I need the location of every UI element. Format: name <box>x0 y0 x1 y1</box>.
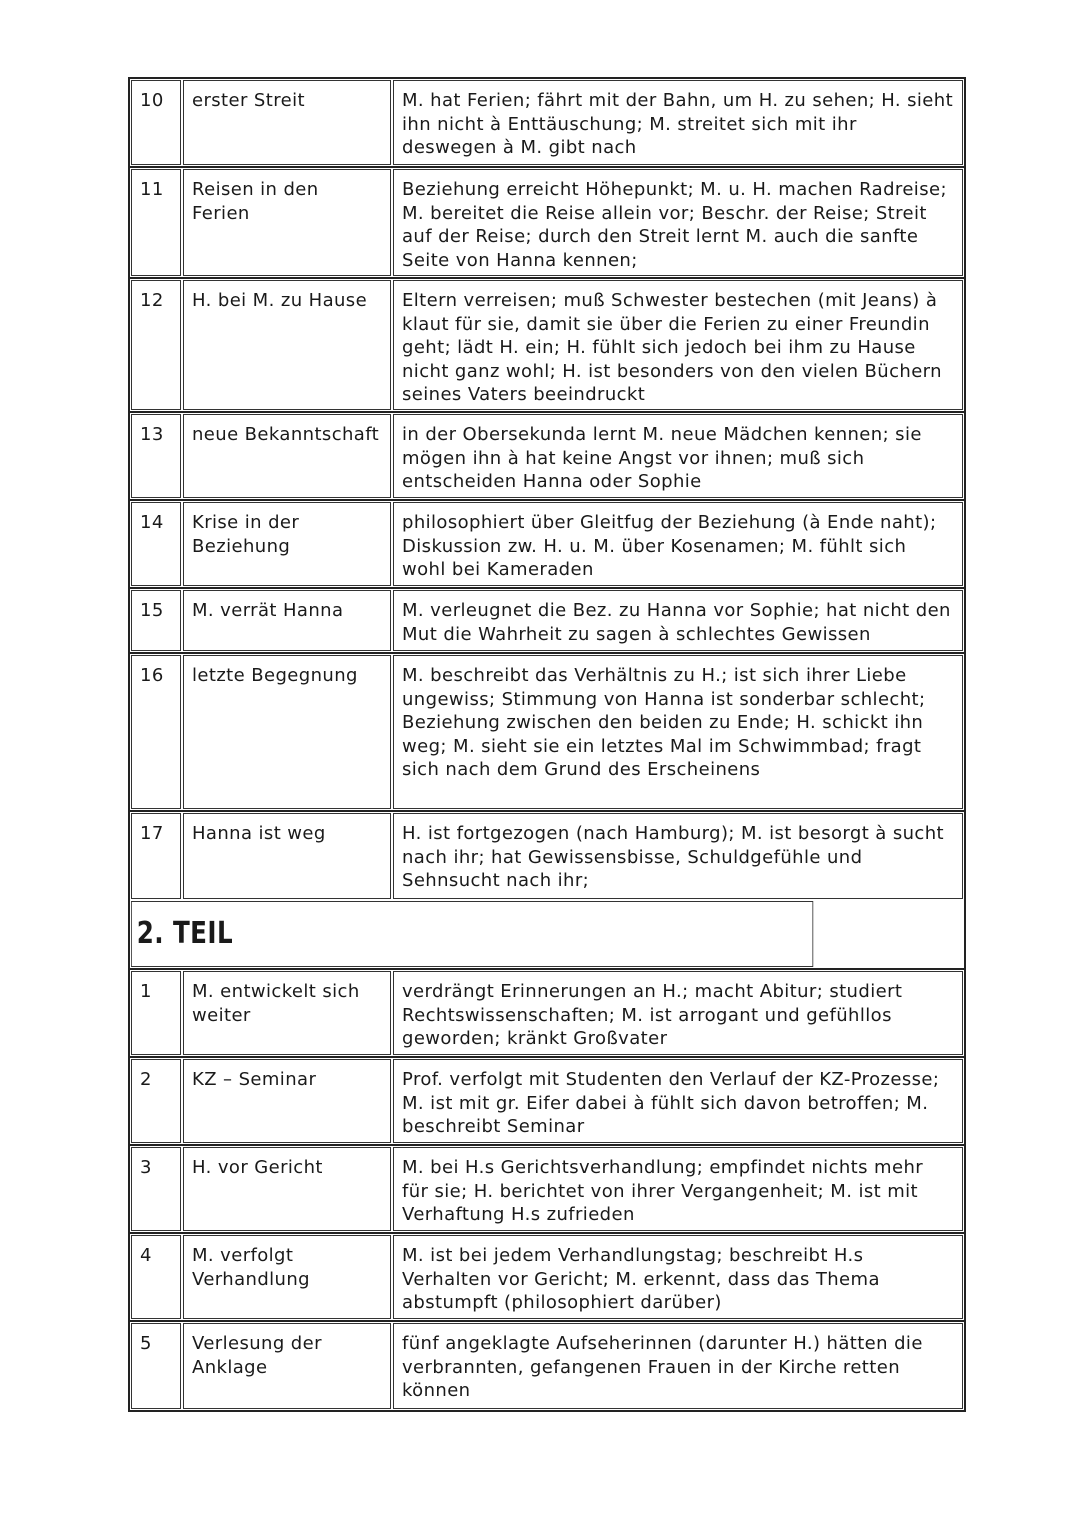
row-title: neue Bekanntschaft <box>183 414 391 498</box>
row-number: 16 <box>131 655 181 809</box>
row-title: Reisen in den Ferien <box>183 169 391 276</box>
row-title: Krise in der Beziehung <box>183 502 391 586</box>
row-description: Eltern verreisen; muß Schwester bestechen (mit Jeans) à klaut für sie, damit sie über die Ferien zu einer Freundin geht; lädt H. ein; H. fühlt sich jedoch bei ihm zu Hause nicht ganz wohl; H. ist besonders von den vielen Büchern seines Vaters beeindruckt <box>393 280 963 410</box>
part2-heading-row <box>130 900 964 970</box>
row-description: M. hat Ferien; fährt mit der Bahn, um H. zu sehen; H. sieht ihn nicht à Enttäuschung; M. streitet sich mit ihr deswegen à M. gibt nach <box>393 80 963 165</box>
table-row <box>130 501 964 589</box>
table-row <box>130 1058 964 1146</box>
row-description: Prof. verfolgt mit Studenten den Verlauf der KZ-Prozesse; M. ist mit gr. Eifer dabei à fühlt sich davon betroffen; M. beschreibt Seminar <box>393 1059 963 1143</box>
summary-table <box>128 77 966 1412</box>
row-title: H. vor Gericht <box>183 1147 391 1231</box>
table-row <box>130 413 964 501</box>
row-number: 1 <box>131 971 181 1055</box>
table-row <box>130 1234 964 1322</box>
table-row <box>130 279 964 413</box>
row-description: in der Obersekunda lernt M. neue Mädchen kennen; sie mögen ihn à hat keine Angst vor ihnen; muß sich entscheiden Hanna oder Sophie <box>393 414 963 498</box>
row-description: Beziehung erreicht Höhepunkt; M. u. H. machen Radreise; M. bereitet die Reise allein vor; Beschr. der Reise; Streit auf der Reise; durch den Streit lernt M. auch die sanfte Seite von Hanna kennen; <box>393 169 963 276</box>
table-row <box>130 1322 964 1410</box>
row-description: M. ist bei jedem Verhandlungstag; beschreibt H.s Verhalten vor Gericht; M. erkennt, dass das Thema abstumpft (philosophiert darüber) <box>393 1235 963 1319</box>
row-number: 10 <box>131 80 181 165</box>
row-number: 5 <box>131 1323 181 1409</box>
row-number: 17 <box>131 813 181 899</box>
row-number: 2 <box>131 1059 181 1143</box>
row-title: KZ – Seminar <box>183 1059 391 1143</box>
row-number: 3 <box>131 1147 181 1231</box>
row-title: M. verfolgt Verhandlung <box>183 1235 391 1319</box>
row-title: letzte Begegnung <box>183 655 391 809</box>
row-title: H. bei M. zu Hause <box>183 280 391 410</box>
row-number: 15 <box>131 590 181 651</box>
part2-rows <box>130 970 964 1410</box>
part2-heading: 2. TEIL <box>131 901 813 967</box>
row-description: H. ist fortgezogen (nach Hamburg); M. ist besorgt à sucht nach ihr; hat Gewissensbisse, Schuldgefühle und Sehnsucht nach ihr; <box>393 813 963 899</box>
part1-rows <box>130 79 964 900</box>
table-row <box>130 168 964 279</box>
row-description: M. beschreibt das Verhältnis zu H.; ist sich ihrer Liebe ungewiss; Stimmung von Hanna ist sonderbar schlecht; Beziehung zwischen den beiden zu Ende; H. schickt ihn weg; M. sieht sie ein letztes Mal im Schwimmbad; fragt sich nach dem Grund des Erscheinens <box>393 655 963 809</box>
table-row <box>130 589 964 654</box>
row-description: M. verleugnet die Bez. zu Hanna vor Sophie; hat nicht den Mut die Wahrheit zu sagen à schlechtes Gewissen <box>393 590 963 651</box>
table-row <box>130 654 964 812</box>
table-row <box>130 79 964 168</box>
row-title: M. entwickelt sich weiter <box>183 971 391 1055</box>
row-number: 4 <box>131 1235 181 1319</box>
row-title: M. verrät Hanna <box>183 590 391 651</box>
row-title: Verlesung der Anklage <box>183 1323 391 1409</box>
row-description: fünf angeklagte Aufseherinnen (darunter H.) hätten die verbrannten, gefangenen Frauen in der Kirche retten können <box>393 1323 963 1409</box>
row-description: M. bei H.s Gerichtsverhandlung; empfindet nichts mehr für sie; H. berichtet von ihrer Vergangenheit; M. ist mit Verhaftung H.s zufrieden <box>393 1147 963 1231</box>
row-title: Hanna ist weg <box>183 813 391 899</box>
row-description: philosophiert über Gleitfug der Beziehung (à Ende naht); Diskussion zw. H. u. M. über Kosenamen; M. fühlt sich wohl bei Kameraden <box>393 502 963 586</box>
table-row <box>130 970 964 1058</box>
row-number: 14 <box>131 502 181 586</box>
row-number: 12 <box>131 280 181 410</box>
row-number: 11 <box>131 169 181 276</box>
table-row <box>130 1146 964 1234</box>
row-title: erster Streit <box>183 80 391 165</box>
table-row <box>130 812 964 900</box>
row-number: 13 <box>131 414 181 498</box>
row-description: verdrängt Erinnerungen an H.; macht Abitur; studiert Rechtswissenschaften; M. ist arrogant und gefühllos geworden; kränkt Großvater <box>393 971 963 1055</box>
